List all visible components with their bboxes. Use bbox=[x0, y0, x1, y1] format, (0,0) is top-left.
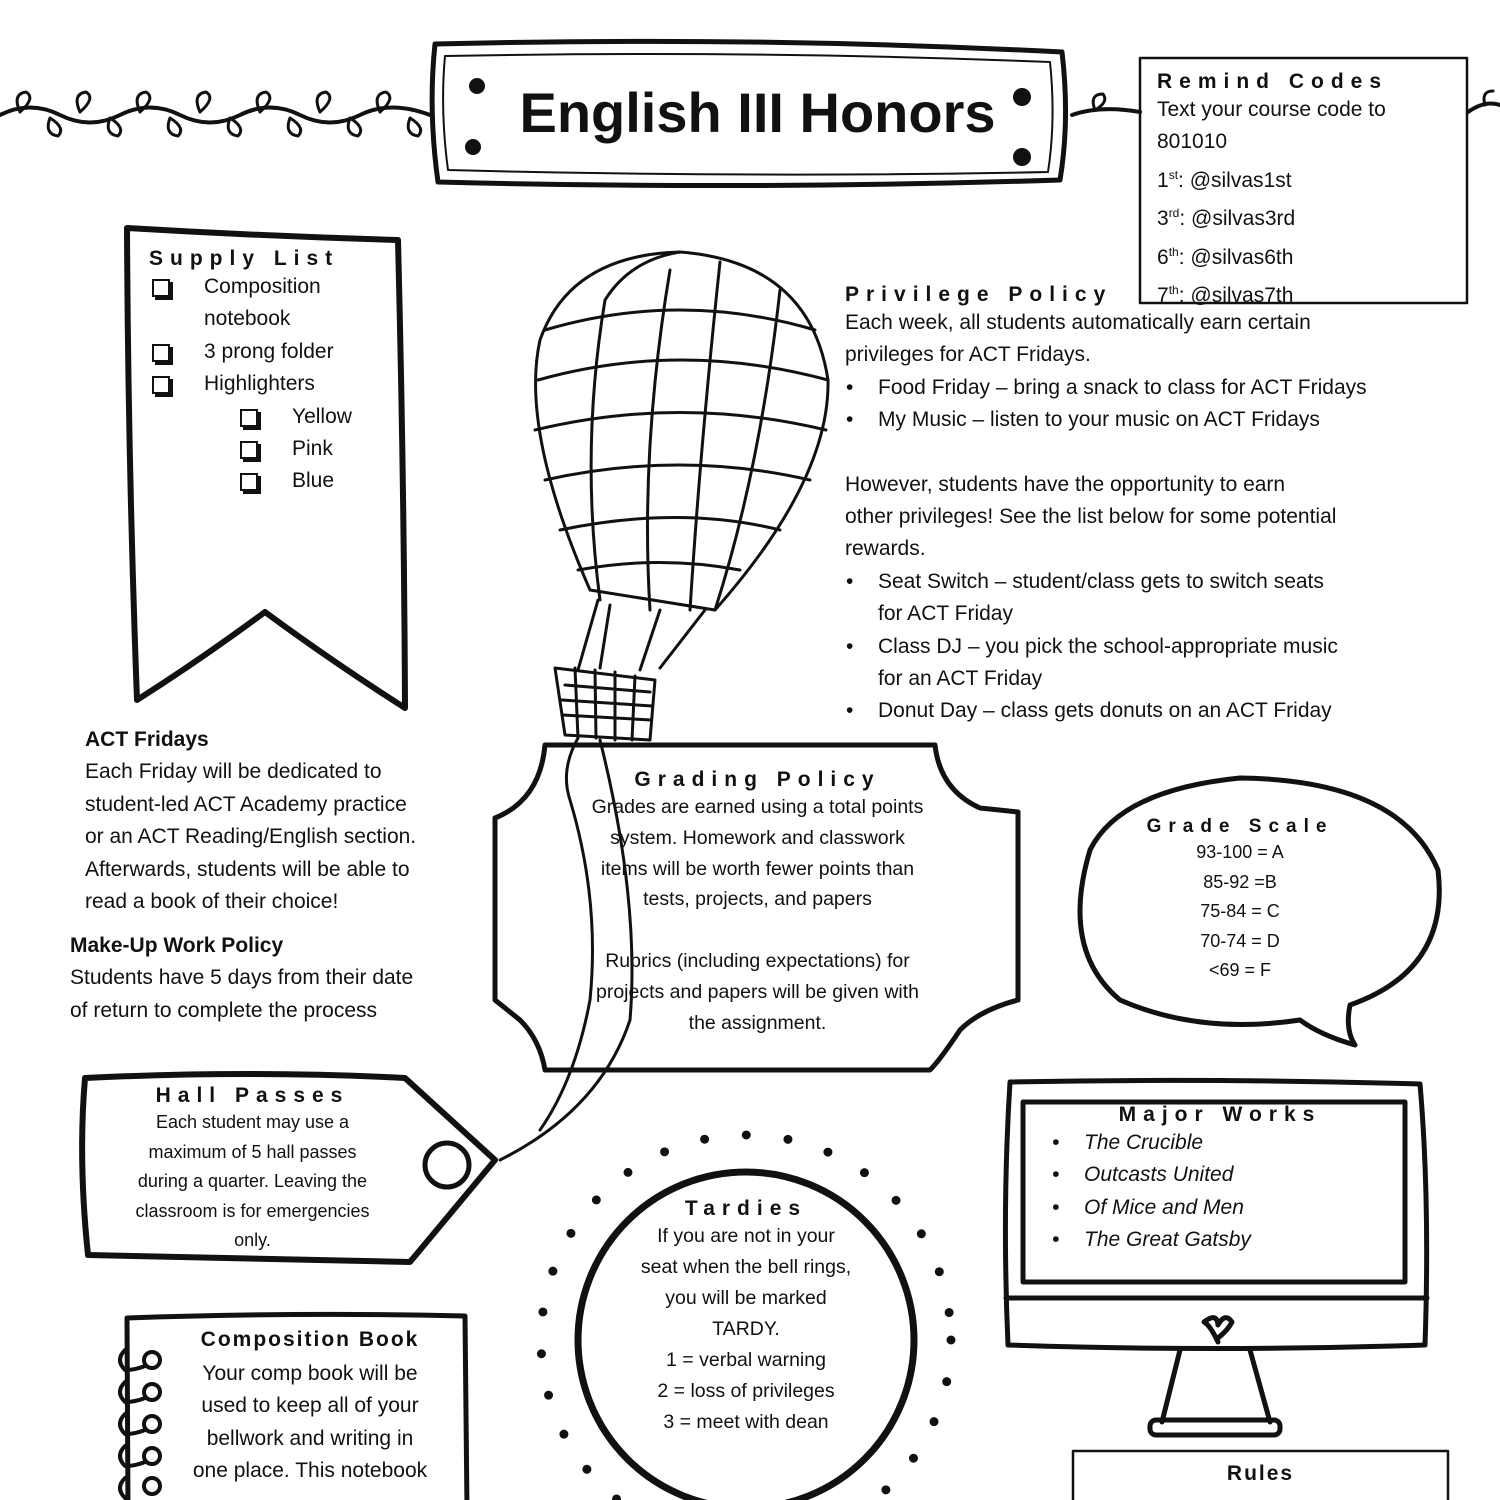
vine-left-icon bbox=[0, 92, 430, 136]
tardies-body: If you are not in your seat when the bell rings, you will be marked TARDY. 1 = verbal warning 2 = loss of privileges 3 = meet with dean bbox=[640, 1225, 852, 1433]
remind-codes bbox=[1157, 70, 1457, 312]
scale-line: 75-84 = C bbox=[1200, 901, 1280, 921]
supply-sub-item: Pink bbox=[292, 433, 399, 465]
works-heading: Major Works bbox=[1118, 1103, 1322, 1126]
major-works bbox=[1040, 1103, 1400, 1257]
page-title: English III Honors bbox=[519, 81, 996, 144]
supply-item: 3 prong folder bbox=[204, 336, 399, 368]
scale-line: <69 = F bbox=[1208, 960, 1272, 980]
privilege-reward: • Seat Switch – student/class gets to switch seats for ACT Friday bbox=[878, 566, 1485, 631]
supply-heading: Supply List bbox=[149, 247, 340, 270]
grading-policy bbox=[505, 768, 1010, 1038]
comp-heading: Composition Book bbox=[200, 1328, 420, 1351]
scale-line: 70-74 = D bbox=[1200, 930, 1280, 951]
comp-body: Your comp book will be used to keep all of your bellwork and writing in one place. This notebook bbox=[192, 1362, 428, 1483]
supply-sub-item: Yellow bbox=[292, 401, 399, 433]
act-body: Each Friday will be dedicated to student-led ACT Academy practice or an ACT Reading/English section. Afterwards, students will be able to read a book of their choice! bbox=[85, 760, 417, 914]
privilege-reward: • Donut Day – class gets donuts on an ACT Friday bbox=[878, 695, 1485, 727]
remind-code-7: 7th: @silvas7th bbox=[1157, 283, 1294, 308]
rules-heading: Rules bbox=[1226, 1462, 1295, 1485]
scale-line: 93-100 = A bbox=[1196, 842, 1284, 862]
makeup-body: Students have 5 days from their date of return to complete the process bbox=[70, 966, 414, 1022]
act-fridays bbox=[85, 724, 485, 918]
supply-item: Highlighters bbox=[204, 368, 399, 400]
remind-intro: Text your course code to 801010 bbox=[1157, 98, 1386, 154]
tardies-heading: Tardies bbox=[684, 1197, 808, 1220]
privilege-item: • My Music – listen to your music on ACT Fridays bbox=[878, 404, 1485, 436]
work-item: • Outcasts United bbox=[1084, 1159, 1400, 1191]
grading-body: Grades are earned using a total points system. Homework and classwork items will be worth fewer points than tests, projects, and papers Rubrics (including expectations) for projects and papers will be given with the assignment. bbox=[591, 796, 924, 1034]
privilege-heading: Privilege Policy bbox=[845, 283, 1113, 306]
supply-sub-item: Blue bbox=[292, 465, 399, 497]
work-item: • The Crucible bbox=[1084, 1127, 1400, 1159]
work-item: • Of Mice and Men bbox=[1084, 1192, 1400, 1224]
hall-passes bbox=[95, 1084, 410, 1256]
remind-code-6: 6th: @silvas6th bbox=[1157, 244, 1294, 269]
work-item: • The Great Gatsby bbox=[1084, 1224, 1400, 1256]
tardies bbox=[596, 1197, 896, 1438]
remind-heading: Remind Codes bbox=[1157, 70, 1389, 93]
hall-body: Each student may use a maximum of 5 hall passes during a quarter. Leaving the classroom is for emergencies only. bbox=[135, 1112, 370, 1250]
privilege-para: However, students have the opportunity to earn other privileges! See the list below for some potential rewards. bbox=[845, 472, 1337, 561]
grade-scale bbox=[1110, 816, 1370, 986]
privilege-item: • Food Friday – bring a snack to class for ACT Fridays bbox=[878, 372, 1485, 404]
supply-item: Composition notebook bbox=[204, 271, 399, 336]
makeup-heading: Make-Up Work Policy bbox=[70, 934, 284, 957]
hall-heading: Hall Passes bbox=[155, 1084, 350, 1107]
privilege-policy bbox=[845, 283, 1485, 728]
remind-code-3: 3rd: @silvas3rd bbox=[1157, 206, 1296, 231]
scale-line: 85-92 =B bbox=[1203, 871, 1277, 892]
privilege-reward: • Class DJ – you pick the school-appropriate music for an ACT Friday bbox=[878, 631, 1485, 696]
composition-book bbox=[160, 1328, 460, 1488]
act-heading: ACT Fridays bbox=[85, 728, 209, 751]
privilege-intro: Each week, all students automatically earn certain privileges for ACT Fridays. bbox=[845, 311, 1311, 367]
supply-list bbox=[149, 247, 399, 498]
grading-heading: Grading Policy bbox=[634, 768, 881, 791]
scale-heading: Grade Scale bbox=[1146, 816, 1334, 837]
remind-code-1: 1st: @silvas1st bbox=[1157, 167, 1292, 192]
makeup-policy bbox=[70, 930, 490, 1027]
